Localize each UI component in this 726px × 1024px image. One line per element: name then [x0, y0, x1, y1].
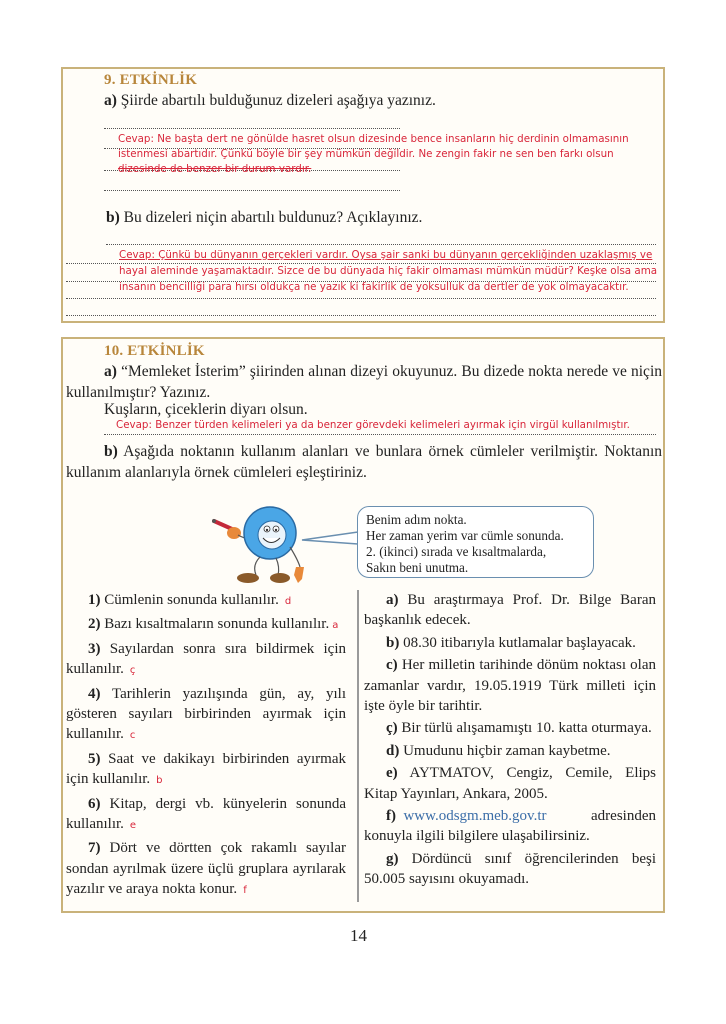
answer-line[interactable] [104, 190, 400, 191]
handwritten-answer: istenmesi abartıdır. Çünkü böyle bir şey mümkün değildir. Ne zengin fakir ne sen ben farkı olsun [118, 148, 614, 160]
examples-column [364, 590, 660, 892]
uses-column [66, 590, 346, 904]
use-item-6 [66, 794, 346, 837]
bubble-line: Her zaman yerim var cümle sonunda. [366, 528, 564, 543]
handwritten-match[interactable]: e [129, 820, 137, 832]
item-text: Bu araştırmaya Prof. Dr. Bilge Baran başkanlık edecek. [364, 592, 656, 629]
question-text: “Memleket İsterim” şiirinden alınan dizeyi okuyunuz. Bu dizede nokta nerede ve niçin kullanılmıştır? Yazınız. [66, 363, 662, 401]
example-item-g [364, 849, 656, 890]
page-number: 14 [350, 926, 367, 945]
handwritten-answer: hayal aleminde yaşamaktadır. Sizce de bu dünyada hiç fakir olmaması mümkün müdür? Keşke olsa ama [119, 265, 658, 277]
handwritten-answer: Cevap: Benzer türden kelimeleri ya da benzer görevdeki kelimeleri ayırmak için virgül kullanılmıştır. [116, 419, 630, 431]
handwritten-answer: Cevap: Ne başta dert ne gönülde hasret olsun dizesinde bence insanların hiç derdinin olmamasının [118, 133, 629, 145]
item-letter: b) [386, 634, 400, 651]
use-item-2 [66, 614, 346, 636]
website-link[interactable]: www.odsgm.meb.gov.tr [403, 808, 547, 825]
use-item-4 [66, 684, 346, 747]
answer-line[interactable] [104, 434, 656, 435]
use-item-3 [66, 639, 346, 682]
answer-line[interactable] [106, 244, 656, 245]
item-text: Umudunu hiçbir zaman kaybetme. [399, 742, 611, 759]
handwritten-answer: dizesinde de benzer bir durum vardır. [118, 163, 312, 175]
speech-bubble-tail [300, 530, 360, 550]
answer-line[interactable] [66, 315, 656, 316]
activity-9-question-b [106, 209, 422, 227]
handwritten-match[interactable]: c [129, 730, 136, 742]
question-text: Bu dizeleri niçin abartılı buldunuz? Açıklayınız. [119, 209, 423, 226]
item-number: 7) [88, 840, 101, 857]
example-item-d [364, 741, 656, 761]
item-text: 08.30 itibarıyla kutlamalar başlayacak. [399, 634, 636, 651]
item-text: Cümlenin sonunda kullanılır. [100, 592, 279, 608]
item-number: 3) [88, 640, 101, 657]
dot-mascot-illustration [208, 505, 313, 585]
item-letter: a) [386, 592, 399, 608]
item-letter: f) [386, 808, 396, 825]
item-number: 2) [88, 616, 101, 633]
question-text: Aşağıda noktanın kullanım alanları ve bunlara örnek cümleler verilmiştir. Noktanın kullanım alanlarıyla örnek cümleleri eşleştiriniz. [66, 443, 662, 481]
bubble-line: 2. (ikinci) sırada ve kısaltmalarda, [366, 544, 547, 559]
activity-9-heading: 9. ETKİNLİK [104, 72, 198, 88]
item-text: Saat ve dakikayı birbirinden ayırmak için kullanılır. [66, 750, 346, 788]
verse-line: Kuşların, çiceklerin diyarı olsun. [104, 401, 308, 418]
bubble-line: Benim adım nokta. [366, 512, 467, 527]
example-item-c [364, 655, 656, 716]
handwritten-match[interactable]: b [156, 775, 163, 787]
use-item-5 [66, 749, 346, 792]
question-label: a) [104, 363, 117, 380]
bubble-line: Sakın beni unutma. [366, 560, 469, 575]
example-item-b [364, 633, 656, 653]
handwritten-match[interactable]: a [332, 620, 339, 632]
example-item-f [364, 806, 660, 847]
item-text: Tarihlerin yazılışında gün, ay, yılı gösteren sayıları birbirinden ayırmak için kullanılır. [66, 685, 346, 743]
item-letter: ç) [386, 720, 398, 737]
example-item-cc [364, 718, 656, 738]
item-text: Kitap, dergi vb. künyelerin sonunda kullanılır. [66, 795, 346, 833]
handwritten-answer: insanın bencilliği para hırsı oldukça ne yazık ki fakirlik de yoksulluk da dertler de yok olmayacaktır. [119, 281, 629, 293]
question-text: Şiirde abartılı bulduğunuz dizeleri aşağıya yazınız. [116, 92, 436, 109]
item-text: Dört ve dörtten çok rakamlı sayılar sondan ayrılmak üzere üçlü gruplara ayrılarak yazılır ve araya nokta konur. [66, 840, 346, 898]
speech-bubble [357, 506, 594, 578]
item-text: Sayılardan sonra sıra bildirmek için kullanılır. [66, 640, 346, 678]
item-text: Bazı kısaltmaların sonunda kullanılır. [100, 616, 330, 633]
item-text: Her milletin tarihinde dönüm noktası olan zamanlar vardır, 19.05.1919 Türk milleti için işte öyle bir tarihtir. [364, 657, 656, 715]
item-number: 5) [88, 750, 101, 767]
use-item-1 [66, 590, 346, 612]
item-text: Bir türlü alışamamıştı 10. katta oturmaya. [397, 720, 652, 737]
answer-line[interactable] [66, 298, 656, 299]
item-letter: d) [386, 742, 400, 759]
activity-10-heading: 10. ETKİNLİK [104, 343, 205, 359]
example-item-e [364, 763, 656, 804]
question-label: b) [104, 443, 118, 460]
question-label: b) [106, 209, 120, 226]
item-letter: c) [386, 657, 398, 674]
item-text: adresinden konuyla ilgili bilgilere ulaşabilirsiniz. [364, 808, 660, 845]
item-number: 1) [88, 592, 101, 608]
item-letter: e) [386, 765, 398, 782]
handwritten-match[interactable]: f [243, 885, 247, 897]
item-number: 6) [88, 795, 101, 812]
column-divider [357, 590, 359, 902]
handwritten-match[interactable]: ç [129, 665, 136, 677]
activity-10-question-b [66, 442, 662, 483]
item-letter: g) [386, 850, 399, 867]
handwritten-match[interactable]: d [284, 596, 292, 607]
item-text: Dördüncü sınıf öğrencilerinden beşi 50.005 sayısını okuyamadı. [364, 850, 656, 888]
activity-10-question-a [66, 362, 662, 403]
handwritten-answer: Cevap: Çünkü bu dünyanın gerçekleri vardır. Oysa şair sanki bu dünyanın gerçekliğinden uzaklaşmış ve [119, 249, 653, 261]
answer-line[interactable] [104, 128, 400, 129]
example-item-a [364, 590, 656, 631]
activity-9-question-a [104, 92, 436, 110]
answer-line[interactable] [66, 263, 656, 264]
item-number: 4) [88, 685, 101, 702]
question-label: a) [104, 92, 117, 109]
use-item-7 [66, 838, 346, 901]
item-text: AYTMATOV, Cengiz, Cemile, Elips Kitap Yayınları, Ankara, 2005. [364, 765, 656, 802]
